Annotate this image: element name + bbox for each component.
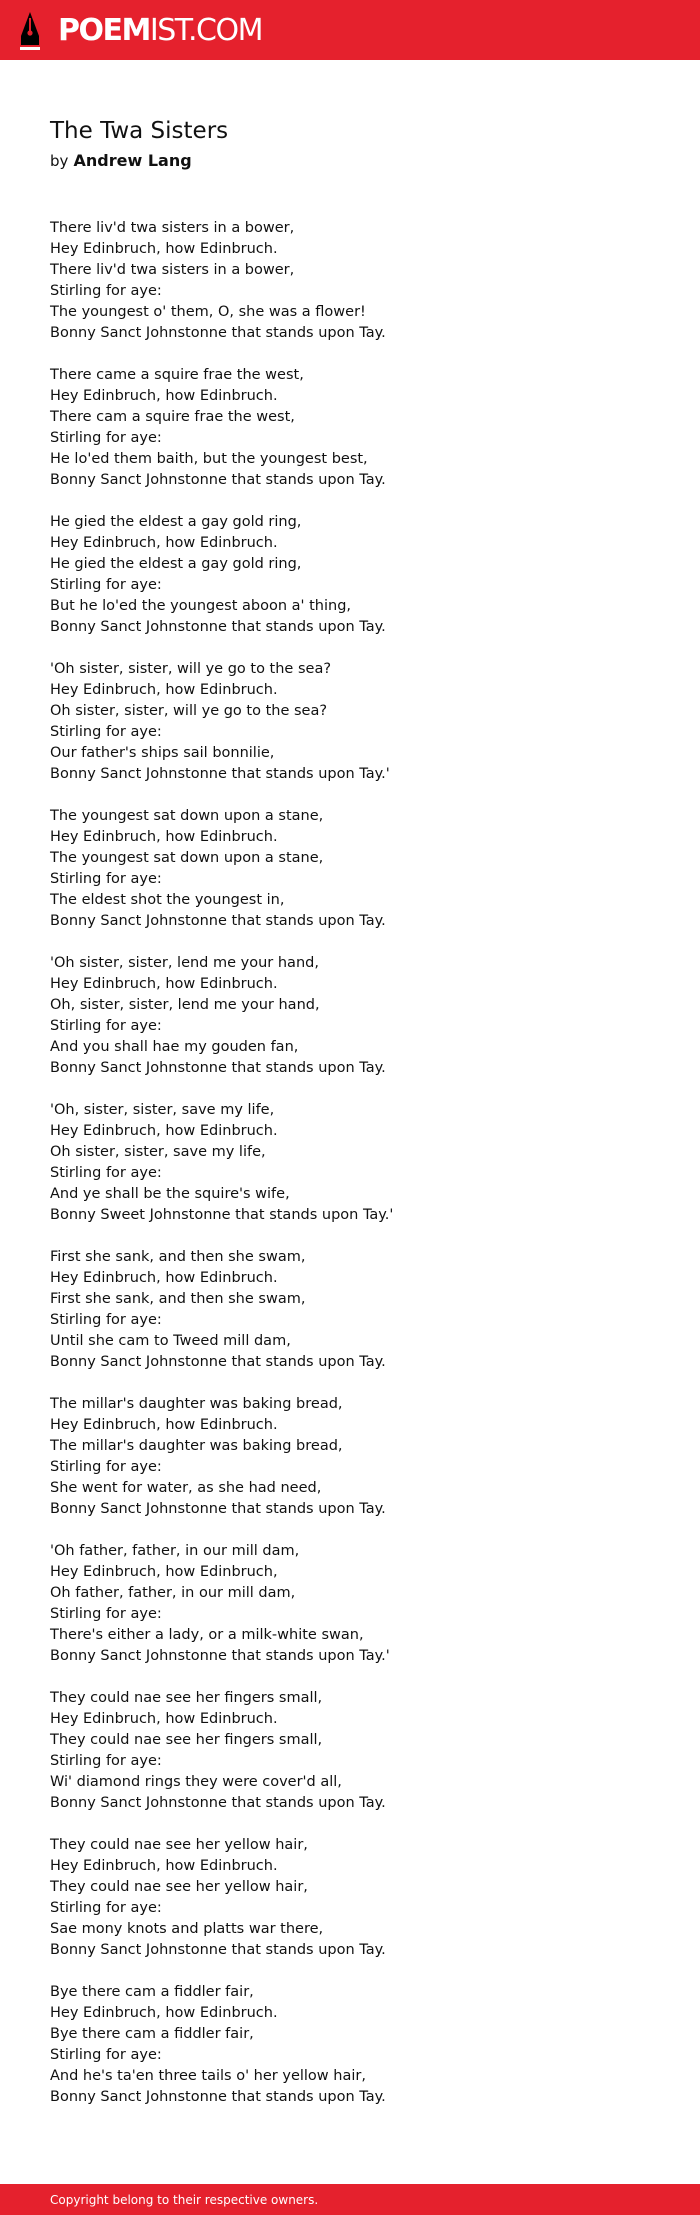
poem-line: They could nae see her fingers small,	[50, 1732, 323, 1748]
poem-line: Hey Edinbruch, how Edinbruch.	[50, 241, 278, 257]
poem-stanza	[50, 1541, 650, 1667]
poem-line: The youngest o' them, O, she was a flower!	[50, 304, 366, 320]
poem-line: Oh sister, sister, save my life,	[50, 1144, 266, 1160]
poem-line: 'Oh father, father, in our mill dam,	[50, 1543, 300, 1559]
poem-stanza	[50, 1394, 650, 1520]
site-header	[0, 0, 700, 60]
poem-line: Hey Edinbruch, how Edinbruch.	[50, 1711, 278, 1727]
poem-line: Bonny Sanct Johnstonne that stands upon Tay.	[50, 325, 386, 341]
poem-line: First she sank, and then she swam,	[50, 1249, 306, 1265]
copyright-notice: Copyright belong to their respective owners.	[50, 2193, 319, 2207]
poem-line: Bye there cam a fiddler fair,	[50, 2026, 254, 2042]
site-logo[interactable]	[18, 11, 262, 51]
poem-line: Bonny Sanct Johnstonne that stands upon Tay.'	[50, 766, 390, 782]
poem-stanza	[50, 1835, 650, 1961]
poem-line: Bonny Sanct Johnstonne that stands upon Tay.	[50, 2089, 386, 2105]
poem-line: Bonny Sanct Johnstonne that stands upon Tay.	[50, 1942, 386, 1958]
poem-line: Stirling for aye:	[50, 1165, 162, 1181]
logo-text-bold: POEM	[58, 13, 150, 48]
poem-line: Bonny Sanct Johnstonne that stands upon Tay.	[50, 1060, 386, 1076]
poem-line: Stirling for aye:	[50, 871, 162, 887]
site-footer	[0, 2184, 700, 2215]
poem-line: Stirling for aye:	[50, 577, 162, 593]
poem-line: 'Oh sister, sister, lend me your hand,	[50, 955, 319, 971]
poem-line: And he's ta'en three tails o' her yellow hair,	[50, 2068, 366, 2084]
poem-line: Bonny Sanct Johnstonne that stands upon Tay.	[50, 472, 386, 488]
poem-line: Until she cam to Tweed mill dam,	[50, 1333, 291, 1349]
poem-stanza	[50, 1100, 650, 1226]
poem-line: Bonny Sanct Johnstonne that stands upon Tay.'	[50, 1648, 390, 1664]
poem-line: They could nae see her fingers small,	[50, 1690, 323, 1706]
poem-line: Hey Edinbruch, how Edinbruch.	[50, 388, 278, 404]
poem-stanza	[50, 218, 650, 344]
poem-line: Oh father, father, in our mill dam,	[50, 1585, 296, 1601]
byline-prefix: by	[50, 152, 69, 170]
poem-line: The millar's daughter was baking bread,	[50, 1396, 343, 1412]
poem-line: Our father's ships sail bonnilie,	[50, 745, 275, 761]
poem-stanza	[50, 1688, 650, 1814]
poem-stanza	[50, 806, 650, 932]
poem-line: Stirling for aye:	[50, 430, 162, 446]
poem-line: Bonny Sanct Johnstonne that stands upon Tay.	[50, 1795, 386, 1811]
author-name[interactable]: Andrew Lang	[73, 151, 192, 170]
poem-line: Stirling for aye:	[50, 1753, 162, 1769]
poem-line: Bye there cam a fiddler fair,	[50, 1984, 254, 2000]
poem-line: Stirling for aye:	[50, 1606, 162, 1622]
poem-line: Stirling for aye:	[50, 1312, 162, 1328]
poem-line: Oh, sister, sister, lend me your hand,	[50, 997, 320, 1013]
poem-line: Oh sister, sister, will ye go to the sea?	[50, 703, 328, 719]
poem-body	[50, 218, 650, 2108]
poem-content	[50, 113, 650, 2129]
poem-line: Wi' diamond rings they were cover'd all,	[50, 1774, 342, 1790]
logo-text	[58, 12, 262, 50]
poem-line: Hey Edinbruch, how Edinbruch.	[50, 1123, 278, 1139]
poem-line: They could nae see her yellow hair,	[50, 1837, 308, 1853]
poem-line: And ye shall be the squire's wife,	[50, 1186, 290, 1202]
poem-line: The youngest sat down upon a stane,	[50, 850, 324, 866]
poem-line: Hey Edinbruch, how Edinbruch,	[50, 1564, 278, 1580]
poem-line: Stirling for aye:	[50, 1900, 162, 1916]
poem-title: The Twa Sisters	[50, 118, 229, 144]
poem-line: The millar's daughter was baking bread,	[50, 1438, 343, 1454]
poem-line: There cam a squire frae the west,	[50, 409, 295, 425]
poem-line: Sae mony knots and platts war there,	[50, 1921, 324, 1937]
poem-line: Hey Edinbruch, how Edinbruch.	[50, 1417, 278, 1433]
poem-line: The eldest shot the youngest in,	[50, 892, 285, 908]
poem-line: Hey Edinbruch, how Edinbruch.	[50, 1270, 278, 1286]
poem-line: Hey Edinbruch, how Edinbruch.	[50, 1858, 278, 1874]
poem-line: Bonny Sanct Johnstonne that stands upon Tay.	[50, 913, 386, 929]
poem-line: Hey Edinbruch, how Edinbruch.	[50, 682, 278, 698]
poem-line: Stirling for aye:	[50, 2047, 162, 2063]
poem-line: Bonny Sweet Johnstonne that stands upon Tay.'	[50, 1207, 394, 1223]
byline	[50, 149, 650, 173]
poem-line: Stirling for aye:	[50, 283, 162, 299]
poem-line: 'Oh sister, sister, will ye go to the sea?	[50, 661, 332, 677]
poem-stanza	[50, 953, 650, 1079]
poem-line: Bonny Sanct Johnstonne that stands upon Tay.	[50, 1501, 386, 1517]
poem-stanza	[50, 365, 650, 491]
poem-stanza	[50, 512, 650, 638]
fountain-pen-nib-icon	[18, 12, 42, 50]
poem-line: Stirling for aye:	[50, 1459, 162, 1475]
poem-line: Hey Edinbruch, how Edinbruch.	[50, 829, 278, 845]
poem-line: The youngest sat down upon a stane,	[50, 808, 324, 824]
poem-line: Hey Edinbruch, how Edinbruch.	[50, 976, 278, 992]
poem-line: They could nae see her yellow hair,	[50, 1879, 308, 1895]
poem-line: Hey Edinbruch, how Edinbruch.	[50, 2005, 278, 2021]
poem-stanza	[50, 1247, 650, 1373]
poem-line: There liv'd twa sisters in a bower,	[50, 220, 295, 236]
poem-line: There came a squire frae the west,	[50, 367, 304, 383]
poem-line: 'Oh, sister, sister, save my life,	[50, 1102, 275, 1118]
poem-line: Bonny Sanct Johnstonne that stands upon Tay.	[50, 619, 386, 635]
poem-line: And you shall hae my gouden fan,	[50, 1039, 299, 1055]
poem-line: Bonny Sanct Johnstonne that stands upon Tay.	[50, 1354, 386, 1370]
poem-line: He lo'ed them baith, but the youngest best,	[50, 451, 368, 467]
poem-line: But he lo'ed the youngest aboon a' thing,	[50, 598, 352, 614]
poem-line: He gied the eldest a gay gold ring,	[50, 556, 302, 572]
poem-line: There's either a lady, or a milk-white swan,	[50, 1627, 364, 1643]
poem-line: There liv'd twa sisters in a bower,	[50, 262, 295, 278]
poem-line: Stirling for aye:	[50, 1018, 162, 1034]
poem-line: She went for water, as she had need,	[50, 1480, 322, 1496]
poem-stanza	[50, 659, 650, 785]
poem-line: He gied the eldest a gay gold ring,	[50, 514, 302, 530]
poem-line: Hey Edinbruch, how Edinbruch.	[50, 535, 278, 551]
poem-line: Stirling for aye:	[50, 724, 162, 740]
poem-line: First she sank, and then she swam,	[50, 1291, 306, 1307]
poem-stanza	[50, 1982, 650, 2108]
logo-text-light: IST.COM	[149, 13, 262, 48]
